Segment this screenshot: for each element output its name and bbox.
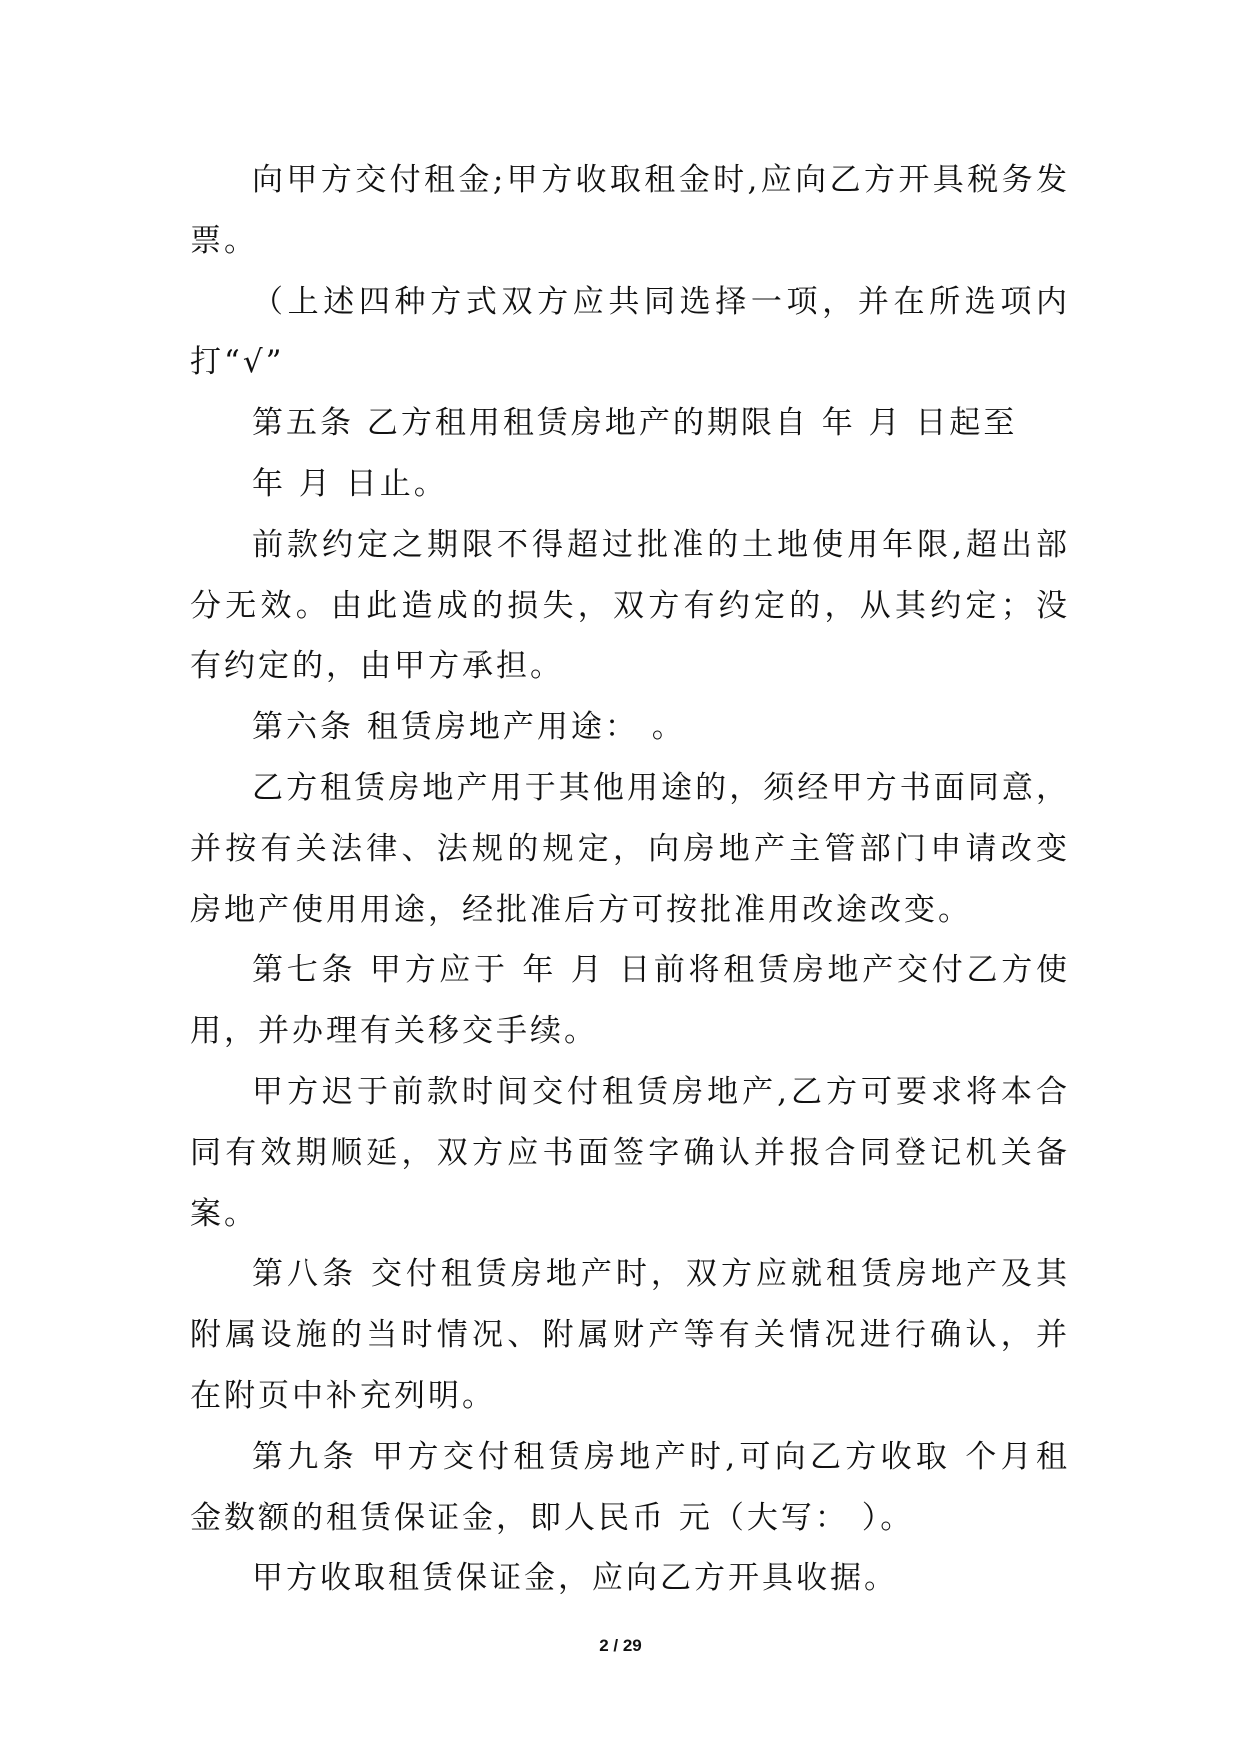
paragraph-usage-change: 乙方租赁房地产用于其他用途的，须经甲方书面同意，并按有关法律、法规的规定，向房地产主管部门申请改变房地产使用用途，经批准后方可按批准用改途改变。	[190, 769, 1070, 928]
paragraph-deposit-receipt: 甲方收取租赁保证金，应向乙方开具收据。	[252, 1560, 898, 1597]
paragraph-article-9: 第九条 甲方交付租赁房地产时,可向乙方收取 个月租金数额的租赁保证金，即人民币 元（大写： ）。	[190, 1438, 1070, 1536]
paragraph-article-7: 第七条 甲方应于 年 月 日前将租赁房地产交付乙方使用，并办理有关移交手续。	[190, 952, 1070, 1050]
paragraph-article-5-end: 年 月 日止。	[252, 465, 448, 502]
paragraph-delay: 甲方迟于前款时间交付租赁房地产,乙方可要求将本合同有效期顺延，双方应书面签字确认并报合同登记机关备案。	[190, 1073, 1070, 1232]
paragraph-rent-payment: 向甲方交付租金;甲方收取租金时,应向乙方开具税务发票。	[190, 162, 1070, 259]
paragraph-term-limit: 前款约定之期限不得超过批准的土地使用年限,超出部分无效。由此造成的损失，双方有约定的，从其约定；没有约定的，由甲方承担。	[190, 526, 1070, 685]
paragraph-article-6: 第六条 租赁房地产用途： 。	[252, 709, 686, 746]
paragraph-selection-note: （上述四种方式双方应共同选择一项，并在所选项内打“√”	[190, 283, 1070, 381]
paragraph-article-5: 第五条 乙方租用租赁房地产的期限自 年 月 日起至	[252, 405, 1018, 442]
paragraph-article-8: 第八条 交付租赁房地产时，双方应就租赁房地产及其附属设施的当时情况、附属财产等有关情况进行确认，并在附页中补充列明。	[190, 1256, 1070, 1414]
page-number: 2 / 29	[599, 1636, 642, 1655]
contract-body	[190, 150, 1070, 1609]
